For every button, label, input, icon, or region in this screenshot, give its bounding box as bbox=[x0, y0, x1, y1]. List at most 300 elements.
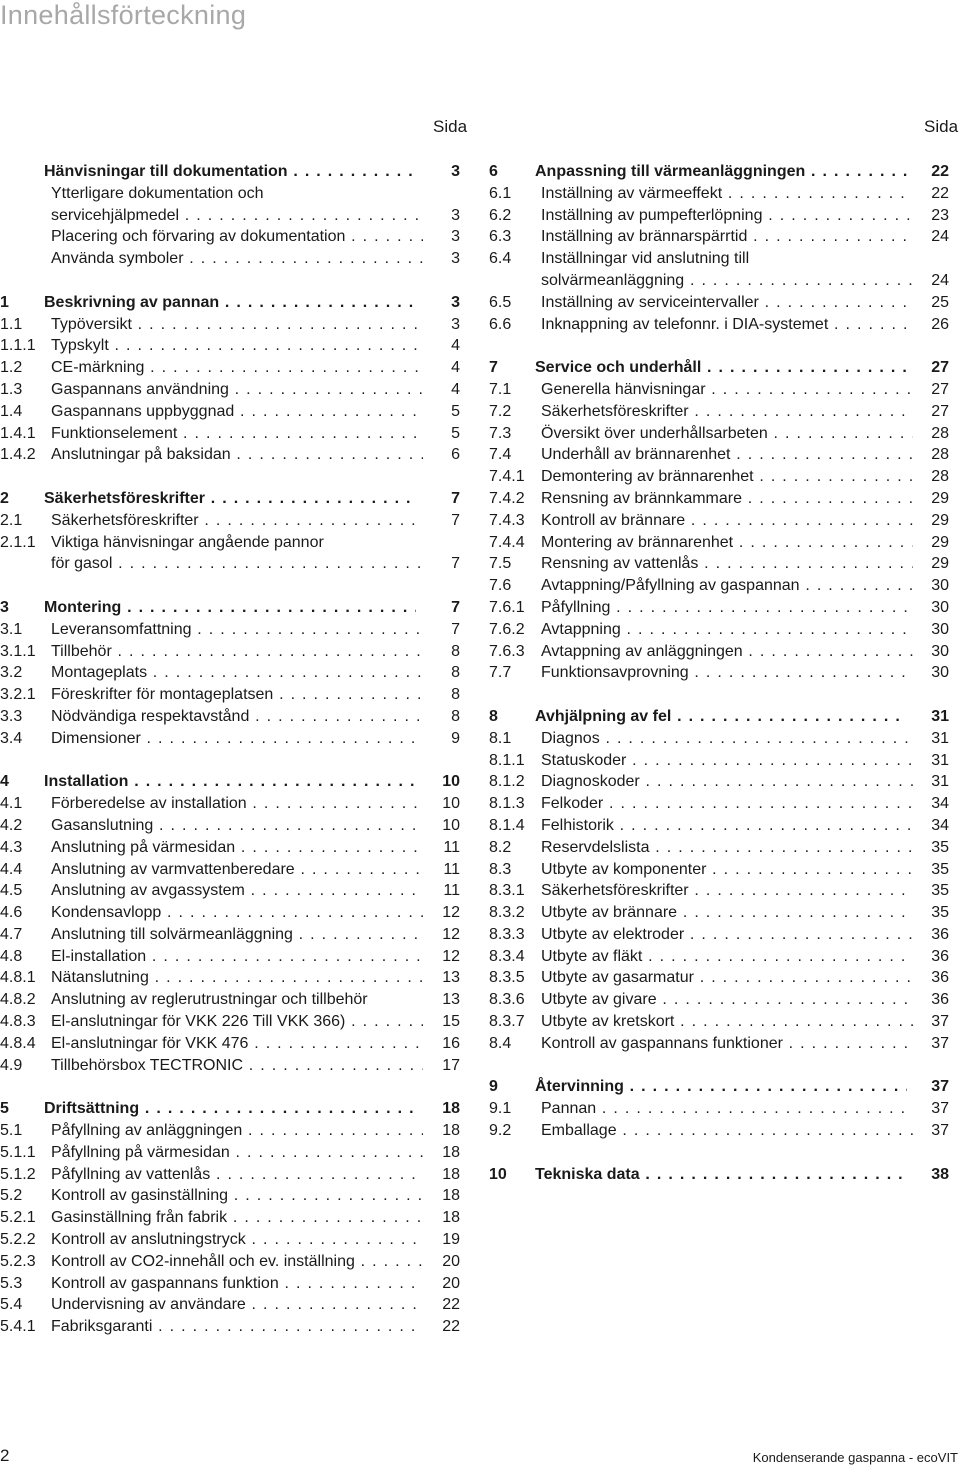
toc-entry-row[interactable] bbox=[0, 532, 460, 554]
toc-entry-number: 2 bbox=[0, 489, 9, 507]
toc-entry-title: Anslutning av avgassystem . . . bbox=[51, 880, 423, 902]
toc-entry-title: Påfyllning av anläggningen . . . bbox=[51, 1120, 423, 1142]
toc-entry-page: 20 bbox=[442, 1274, 460, 1292]
toc-entry-number: 5.2.1 bbox=[0, 1209, 36, 1227]
toc-entry-page: 31 bbox=[931, 707, 949, 725]
toc-entry-title: Montageplats . . . bbox=[51, 662, 423, 684]
toc-entry-number: 7.6 bbox=[489, 577, 512, 595]
toc-entry-title: Driftsättning . . . bbox=[44, 1098, 416, 1120]
toc-entry-row[interactable] bbox=[489, 946, 949, 968]
toc-entry-number: 4.8.4 bbox=[0, 1034, 36, 1052]
toc-entry-page: 7 bbox=[451, 598, 460, 616]
toc-entry-title: Funktionselement . . . bbox=[51, 423, 423, 445]
toc-entry-number: 4.8.1 bbox=[0, 969, 36, 987]
toc-entry-page: 30 bbox=[931, 620, 949, 638]
toc-entry-row[interactable] bbox=[0, 880, 460, 902]
toc-entry-title: Utbyte av givare . . . bbox=[541, 989, 913, 1011]
toc-entry-row[interactable] bbox=[0, 1011, 460, 1033]
footer-page-number: 2 bbox=[0, 1446, 10, 1465]
toc-entry-page: 10 bbox=[442, 816, 460, 834]
toc-entry-row[interactable] bbox=[489, 466, 949, 488]
toc-entry-page: 36 bbox=[931, 925, 949, 943]
toc-entry-number: 8.1.2 bbox=[489, 773, 525, 791]
toc-entry-page: 37 bbox=[931, 1013, 949, 1031]
toc-entry-page: 3 bbox=[451, 293, 460, 311]
toc-entry-number: 8.1.1 bbox=[489, 751, 525, 769]
toc-entry-number: 6.4 bbox=[489, 250, 512, 268]
toc-entry-row[interactable] bbox=[489, 292, 949, 314]
toc-entry-page: 18 bbox=[442, 1165, 460, 1183]
toc-entry-row[interactable] bbox=[0, 1273, 460, 1295]
toc-entry-number: 6.1 bbox=[489, 184, 512, 202]
toc-entry-title: Kontroll av brännare . . . bbox=[541, 510, 913, 532]
toc-entry-page: 3 bbox=[451, 163, 460, 180]
toc-entry-row[interactable] bbox=[0, 815, 460, 837]
toc-entry-page: 5 bbox=[451, 402, 460, 420]
toc-entry-row[interactable] bbox=[489, 226, 949, 248]
toc-entry-title: Statuskoder . . . bbox=[541, 750, 913, 772]
toc-entry-title: Anslutning på värmesidan . . . bbox=[51, 837, 423, 859]
toc-entry-row[interactable] bbox=[0, 706, 460, 728]
toc-entry-row[interactable] bbox=[0, 1120, 460, 1142]
toc-entry-page: 31 bbox=[931, 751, 949, 769]
toc-entry-row[interactable] bbox=[489, 967, 949, 989]
toc-entry-row[interactable] bbox=[489, 183, 949, 205]
toc-entry-title: Inställning av pumpefterlöpning . . . bbox=[541, 205, 913, 227]
toc-entry-number: 7.4.2 bbox=[489, 489, 525, 507]
toc-entry-page: 36 bbox=[931, 991, 949, 1009]
toc-entry-page: 3 bbox=[451, 228, 460, 246]
toc-entry-row[interactable] bbox=[0, 510, 460, 532]
toc-entry-row[interactable] bbox=[489, 902, 949, 924]
toc-entry-title: Använda symboler . . . bbox=[51, 248, 423, 270]
toc-entry-title: Utbyte av fläkt . . . bbox=[541, 946, 913, 968]
toc-entry-row[interactable] bbox=[0, 1251, 460, 1273]
toc-entry-row[interactable] bbox=[489, 641, 949, 663]
toc-entry-title: Anslutning till solvärmeanläggning . . . bbox=[51, 924, 423, 946]
toc-entry-title: Gasanslutning . . . bbox=[51, 815, 423, 837]
toc-entry-number: 8.3.1 bbox=[489, 882, 525, 900]
toc-entry-title: Anslutningar på baksidan . . . bbox=[51, 444, 423, 466]
toc-entry-number: 8.3.7 bbox=[489, 1013, 525, 1031]
toc-entry-page: 18 bbox=[442, 1187, 460, 1205]
toc-entry-page: 7 bbox=[451, 555, 460, 573]
toc-entry-title: Utbyte av elektroder . . . bbox=[541, 924, 913, 946]
toc-entry-title: Gaspannans användning . . . bbox=[51, 379, 423, 401]
toc-entry-row[interactable] bbox=[489, 510, 949, 532]
toc-entry-title: Montering av brännarenhet . . . bbox=[541, 532, 913, 554]
toc-entry-title: Felkoder . . . bbox=[541, 793, 913, 815]
toc-entry-title: Påfyllning . . . bbox=[541, 597, 913, 619]
toc-entry-number: 6.6 bbox=[489, 315, 512, 333]
toc-entry-page: 30 bbox=[931, 598, 949, 616]
toc-entry-title: Nätanslutning . . . bbox=[51, 967, 423, 989]
toc-chapter-row[interactable] bbox=[0, 771, 460, 793]
page-column-heading-left: Sida bbox=[433, 117, 468, 136]
toc-entry-page: 30 bbox=[931, 664, 949, 682]
toc-entry-title: Funktionsavprovning . . . bbox=[541, 662, 913, 684]
toc-entry-page: 27 bbox=[931, 402, 949, 420]
toc-entry-page: 27 bbox=[931, 380, 949, 398]
toc-entry-page: 24 bbox=[931, 228, 949, 246]
toc-entry-number: 5.2.3 bbox=[0, 1252, 36, 1270]
toc-entry-title: Emballage . . . bbox=[541, 1120, 913, 1142]
toc-entry-title: Inställning av brännarspärrtid . . . bbox=[541, 226, 913, 248]
toc-entry-row[interactable] bbox=[489, 1120, 949, 1142]
toc-entry-row[interactable] bbox=[0, 1316, 460, 1338]
toc-chapter-row[interactable] bbox=[0, 488, 460, 510]
toc-chapter-row[interactable] bbox=[489, 1164, 949, 1186]
toc-entry-page: 18 bbox=[442, 1209, 460, 1227]
toc-entry-row[interactable] bbox=[0, 662, 460, 684]
toc-entry-number: 6.2 bbox=[489, 206, 512, 224]
toc-entry-row[interactable] bbox=[489, 423, 949, 445]
toc-entry-number: 1 bbox=[0, 293, 9, 311]
toc-entry-title: Utbyte av gasarmatur . . . bbox=[541, 967, 913, 989]
toc-entry-row[interactable] bbox=[0, 946, 460, 968]
toc-entry-title: Anslutning av reglerutrustningar och tillbehör bbox=[51, 991, 368, 1009]
toc-entry-row[interactable] bbox=[0, 1207, 460, 1229]
toc-entry-number: 4.7 bbox=[0, 925, 23, 943]
toc-entry-title: Säkerhetsföreskrifter . . . bbox=[541, 880, 913, 902]
toc-chapter-row[interactable] bbox=[0, 1098, 460, 1120]
toc-chapter-row[interactable] bbox=[489, 1076, 949, 1098]
toc-entry-number: 1.4 bbox=[0, 402, 23, 420]
toc-entry-number: 3.2 bbox=[0, 664, 23, 682]
toc-entry-page: 18 bbox=[442, 1100, 460, 1118]
toc-entry-row[interactable] bbox=[489, 379, 949, 401]
toc-entry-title: Säkerhetsföreskrifter . . . bbox=[51, 510, 423, 532]
page-title: Innehållsförteckning bbox=[0, 0, 247, 30]
toc-entry-page: 9 bbox=[451, 729, 460, 747]
toc-entry-row[interactable] bbox=[489, 553, 949, 575]
toc-entry-title: Återvinning . . . bbox=[535, 1076, 907, 1098]
toc-entry-title: Gaspannans uppbyggnad . . . bbox=[51, 401, 423, 423]
toc-entry-row[interactable] bbox=[489, 924, 949, 946]
toc-entry-title: Anslutning av varmvattenberedare . . . bbox=[51, 859, 423, 881]
toc-entry-row[interactable] bbox=[0, 183, 460, 205]
toc-entry-row[interactable] bbox=[489, 771, 949, 793]
toc-entry-title: Gasinställning från fabrik . . . bbox=[51, 1207, 423, 1229]
toc-entry-page: 29 bbox=[931, 511, 949, 529]
toc-entry-row[interactable] bbox=[489, 532, 949, 554]
toc-entry-row[interactable] bbox=[489, 793, 949, 815]
toc-entry-number: 5.2.2 bbox=[0, 1231, 36, 1249]
toc-entry-number: 5.3 bbox=[0, 1274, 23, 1292]
toc-entry-number: 8.3.2 bbox=[489, 904, 525, 922]
toc-entry-row[interactable] bbox=[0, 1033, 460, 1055]
toc-entry-page: 29 bbox=[931, 555, 949, 573]
toc-entry-number: 4.8.2 bbox=[0, 991, 36, 1009]
toc-entry-number: 1.3 bbox=[0, 380, 23, 398]
toc-entry-title: Säkerhetsföreskrifter . . . bbox=[44, 488, 416, 510]
toc-entry-title: Inställning av serviceintervaller . . . bbox=[541, 292, 913, 314]
toc-entry-number: 4.6 bbox=[0, 904, 23, 922]
toc-entry-row[interactable] bbox=[489, 989, 949, 1011]
toc-entry-row[interactable] bbox=[0, 728, 460, 750]
toc-entry-page: 37 bbox=[931, 1100, 949, 1118]
toc-entry-number: 7.6.2 bbox=[489, 620, 525, 638]
toc-entry-number: 4.8 bbox=[0, 947, 23, 965]
toc-entry-number: 1.1.1 bbox=[0, 337, 36, 355]
toc-entry-number: 3.1 bbox=[0, 620, 23, 638]
toc-entry-row[interactable] bbox=[0, 357, 460, 379]
toc-entry-page: 18 bbox=[442, 1122, 460, 1140]
toc-chapter-row[interactable] bbox=[489, 161, 949, 183]
toc-entry-number: 8.1 bbox=[489, 729, 512, 747]
toc-entry-number: 4.1 bbox=[0, 795, 23, 813]
toc-entry-row[interactable] bbox=[489, 444, 949, 466]
toc-entry-row[interactable] bbox=[489, 597, 949, 619]
toc-entry-number: 8.1.4 bbox=[489, 816, 525, 834]
toc-entry-number: 6.3 bbox=[489, 228, 512, 246]
toc-entry-page: 3 bbox=[451, 250, 460, 268]
toc-entry-page: 26 bbox=[931, 315, 949, 333]
toc-entry-row[interactable] bbox=[0, 553, 460, 575]
toc-entry-title: för gasol . . . bbox=[51, 553, 423, 575]
toc-entry-title: Viktiga hänvisningar angående pannor bbox=[51, 533, 324, 551]
toc-entry-number: 6 bbox=[489, 163, 498, 180]
toc-entry-page: 10 bbox=[442, 773, 460, 791]
toc-entry-title: Kontroll av gaspannans funktioner . . . bbox=[541, 1033, 913, 1055]
toc-entry-row[interactable] bbox=[489, 859, 949, 881]
toc-chapter-row[interactable] bbox=[0, 161, 460, 183]
toc-entry-title: Dimensioner . . . bbox=[51, 728, 423, 750]
toc-entry-page: 10 bbox=[442, 795, 460, 813]
toc-entry-row[interactable] bbox=[489, 575, 949, 597]
toc-entry-number: 7 bbox=[489, 359, 498, 377]
toc-entry-title: Pannan . . . bbox=[541, 1098, 913, 1120]
toc-entry-number: 7.4 bbox=[489, 446, 512, 464]
toc-entry-row[interactable] bbox=[489, 270, 949, 292]
toc-entry-row[interactable] bbox=[489, 1033, 949, 1055]
toc-entry-page: 37 bbox=[931, 1034, 949, 1052]
toc-entry-number: 10 bbox=[489, 1165, 507, 1183]
toc-entry-row[interactable] bbox=[489, 1011, 949, 1033]
toc-entry-page: 36 bbox=[931, 947, 949, 965]
toc-entry-page: 28 bbox=[931, 424, 949, 442]
toc-entry-row[interactable] bbox=[0, 793, 460, 815]
toc-entry-page: 13 bbox=[442, 969, 460, 987]
toc-entry-title: Inknappning av telefonnr. i DIA-systemet . . . bbox=[541, 314, 913, 336]
toc-entry-row[interactable] bbox=[0, 1185, 460, 1207]
toc-entry-title: Tekniska data . . . bbox=[535, 1164, 907, 1186]
toc-entry-title: Påfyllning av vattenlås . . . bbox=[51, 1164, 423, 1186]
toc-entry-number: 8 bbox=[489, 707, 498, 725]
toc-entry-row[interactable] bbox=[0, 989, 460, 1011]
toc-entry-title: Diagnoskoder . . . bbox=[541, 771, 913, 793]
toc-entry-number: 7.2 bbox=[489, 402, 512, 420]
toc-entry-row[interactable] bbox=[489, 662, 949, 684]
toc-entry-number: 5.4.1 bbox=[0, 1318, 36, 1336]
toc-entry-number: 3.2.1 bbox=[0, 686, 36, 704]
toc-entry-row[interactable] bbox=[0, 379, 460, 401]
toc-entry-title: Inställning av värmeeffekt . . . bbox=[541, 183, 913, 205]
toc-entry-row[interactable] bbox=[489, 880, 949, 902]
toc-entry-number: 5.2 bbox=[0, 1187, 23, 1205]
toc-entry-number: 5.4 bbox=[0, 1296, 23, 1314]
toc-entry-row[interactable] bbox=[489, 815, 949, 837]
toc-chapter-row[interactable] bbox=[489, 706, 949, 728]
toc-entry-row[interactable] bbox=[0, 1229, 460, 1251]
toc-entry-number: 7.6.3 bbox=[489, 642, 525, 660]
toc-entry-row[interactable] bbox=[0, 423, 460, 445]
toc-left-column bbox=[0, 161, 460, 1338]
toc-entry-row[interactable] bbox=[0, 226, 460, 248]
toc-entry-number: 3 bbox=[0, 598, 9, 616]
toc-entry-number: 5.1.2 bbox=[0, 1165, 36, 1183]
toc-entry-page: 30 bbox=[931, 577, 949, 595]
toc-entry-row[interactable] bbox=[0, 837, 460, 859]
toc-entry-page: 28 bbox=[931, 468, 949, 486]
toc-entry-page: 37 bbox=[931, 1122, 949, 1140]
toc-entry-row[interactable] bbox=[0, 401, 460, 423]
toc-entry-row[interactable] bbox=[0, 1142, 460, 1164]
toc-entry-title: Demontering av brännarenhet . . . bbox=[541, 466, 913, 488]
toc-entry-row[interactable] bbox=[0, 1055, 460, 1077]
toc-entry-title: Kontroll av gasinställning . . . bbox=[51, 1185, 423, 1207]
toc-entry-title: Utbyte av kretskort . . . bbox=[541, 1011, 913, 1033]
toc-entry-title: Översikt över underhållsarbeten . . . bbox=[541, 423, 913, 445]
toc-entry-page: 7 bbox=[451, 511, 460, 529]
toc-entry-number: 5.1 bbox=[0, 1122, 23, 1140]
toc-entry-title: solvärmeanläggning . . . bbox=[541, 270, 913, 292]
toc-entry-row[interactable] bbox=[0, 335, 460, 357]
toc-entry-page: 31 bbox=[931, 773, 949, 791]
toc-entry-row[interactable] bbox=[0, 859, 460, 881]
toc-entry-title: Felhistorik . . . bbox=[541, 815, 913, 837]
toc-entry-title: Påfyllning på värmesidan . . . bbox=[51, 1142, 423, 1164]
toc-entry-number: 5.1.1 bbox=[0, 1143, 36, 1161]
toc-right-column bbox=[489, 161, 949, 1185]
toc-entry-page: 12 bbox=[442, 904, 460, 922]
toc-entry-row[interactable] bbox=[489, 205, 949, 227]
toc-entry-page: 11 bbox=[443, 860, 460, 878]
toc-entry-number: 1.2 bbox=[0, 359, 23, 377]
toc-entry-row[interactable] bbox=[0, 641, 460, 663]
toc-entry-title: Kontroll av gaspannans funktion . . . bbox=[51, 1273, 423, 1295]
toc-entry-row[interactable] bbox=[489, 837, 949, 859]
toc-entry-number: 1.4.2 bbox=[0, 446, 36, 464]
toc-entry-title: Ytterligare dokumentation och bbox=[51, 184, 264, 202]
toc-entry-number: 6.5 bbox=[489, 293, 512, 311]
toc-entry-row[interactable] bbox=[0, 902, 460, 924]
toc-entry-number: 7.1 bbox=[489, 380, 512, 398]
toc-entry-page: 22 bbox=[931, 184, 949, 202]
toc-entry-page: 22 bbox=[442, 1318, 460, 1336]
toc-entry-page: 8 bbox=[451, 707, 460, 725]
toc-entry-page: 34 bbox=[931, 795, 949, 813]
toc-entry-title: Typöversikt . . . bbox=[51, 314, 423, 336]
toc-chapter-row[interactable] bbox=[0, 292, 460, 314]
toc-entry-number: 4.5 bbox=[0, 882, 23, 900]
toc-entry-page: 7 bbox=[451, 620, 460, 638]
toc-entry-title: Placering och förvaring av dokumentation . . . bbox=[51, 226, 423, 248]
toc-entry-page: 37 bbox=[931, 1078, 949, 1096]
toc-entry-row[interactable] bbox=[0, 684, 460, 706]
toc-entry-title: Avhjälpning av fel . . . bbox=[535, 706, 907, 728]
page-column-heading-right: Sida bbox=[924, 117, 959, 136]
toc-entry-title: servicehjälpmedel . . . bbox=[51, 205, 423, 227]
toc-entry-page: 36 bbox=[931, 969, 949, 987]
toc-entry-title: Tillbehör . . . bbox=[51, 641, 423, 663]
toc-entry-row[interactable] bbox=[0, 314, 460, 336]
toc-entry-title: El-anslutningar för VKK 226 Till VKK 366) . . . bbox=[51, 1011, 423, 1033]
toc-entry-number: 4.9 bbox=[0, 1056, 23, 1074]
toc-entry-number: 4 bbox=[0, 773, 9, 791]
toc-entry-number: 8.3.6 bbox=[489, 991, 525, 1009]
toc-chapter-row[interactable] bbox=[0, 597, 460, 619]
toc-entry-page: 34 bbox=[931, 816, 949, 834]
toc-entry-row[interactable] bbox=[489, 488, 949, 510]
toc-entry-title: El-installation . . . bbox=[51, 946, 423, 968]
toc-entry-number: 8.2 bbox=[489, 838, 512, 856]
toc-entry-title: Leveransomfattning . . . bbox=[51, 619, 423, 641]
toc-entry-page: 35 bbox=[931, 882, 949, 900]
toc-entry-title: Undervisning av användare . . . bbox=[51, 1294, 423, 1316]
toc-entry-title: Underhåll av brännarenhet . . . bbox=[541, 444, 913, 466]
toc-entry-page: 5 bbox=[451, 424, 460, 442]
toc-entry-page: 24 bbox=[931, 271, 949, 289]
toc-entry-row[interactable] bbox=[489, 750, 949, 772]
toc-entry-page: 13 bbox=[442, 991, 460, 1009]
toc-entry-row[interactable] bbox=[489, 619, 949, 641]
toc-entry-title: Montering . . . bbox=[44, 597, 416, 619]
toc-entry-page: 12 bbox=[442, 925, 460, 943]
toc-entry-page: 16 bbox=[442, 1034, 460, 1052]
toc-entry-row[interactable] bbox=[489, 248, 949, 270]
toc-entry-row[interactable] bbox=[0, 248, 460, 270]
toc-entry-page: 35 bbox=[931, 860, 949, 878]
toc-entry-title: Beskrivning av pannan . . . bbox=[44, 292, 416, 314]
toc-entry-number: 9 bbox=[489, 1078, 498, 1096]
toc-entry-number: 7.4.3 bbox=[489, 511, 525, 529]
toc-chapter-row[interactable] bbox=[489, 357, 949, 379]
toc-entry-number: 8.3.4 bbox=[489, 947, 525, 965]
toc-entry-title: Hänvisningar till dokumentation . . . bbox=[44, 161, 416, 183]
toc-entry-number: 5 bbox=[0, 1100, 9, 1118]
toc-entry-number: 9.2 bbox=[489, 1122, 512, 1140]
toc-entry-number: 7.4.1 bbox=[489, 468, 525, 486]
toc-entry-title: Rensning av brännkammare . . . bbox=[541, 488, 913, 510]
toc-entry-title: Tillbehörsbox TECTRONIC . . . bbox=[51, 1055, 423, 1077]
toc-entry-number: 1.1 bbox=[0, 315, 23, 333]
toc-entry-row[interactable] bbox=[0, 1294, 460, 1316]
toc-entry-row[interactable] bbox=[0, 619, 460, 641]
toc-entry-title: Kontroll av CO2-innehåll och ev. inställning . . . bbox=[51, 1251, 423, 1273]
toc-entry-row[interactable] bbox=[0, 924, 460, 946]
toc-entry-page: 22 bbox=[442, 1296, 460, 1314]
toc-entry-row[interactable] bbox=[0, 967, 460, 989]
toc-entry-page: 29 bbox=[931, 489, 949, 507]
toc-entry-page: 25 bbox=[931, 293, 949, 311]
toc-entry-row[interactable] bbox=[489, 1098, 949, 1120]
toc-entry-page: 35 bbox=[931, 904, 949, 922]
toc-entry-row[interactable] bbox=[489, 728, 949, 750]
toc-entry-page: 11 bbox=[443, 882, 460, 900]
toc-entry-row[interactable] bbox=[489, 401, 949, 423]
toc-entry-row[interactable] bbox=[489, 314, 949, 336]
toc-entry-row[interactable] bbox=[0, 444, 460, 466]
toc-entry-page: 17 bbox=[442, 1056, 460, 1074]
toc-entry-row[interactable] bbox=[0, 1164, 460, 1186]
toc-entry-title: Kondensavlopp . . . bbox=[51, 902, 423, 924]
toc-entry-title: Förberedelse av installation . . . bbox=[51, 793, 423, 815]
toc-entry-page: 7 bbox=[451, 489, 460, 507]
toc-entry-row[interactable] bbox=[0, 205, 460, 227]
toc-entry-page: 35 bbox=[931, 838, 949, 856]
toc-entry-title: El-anslutningar för VKK 476 . . . bbox=[51, 1033, 423, 1055]
